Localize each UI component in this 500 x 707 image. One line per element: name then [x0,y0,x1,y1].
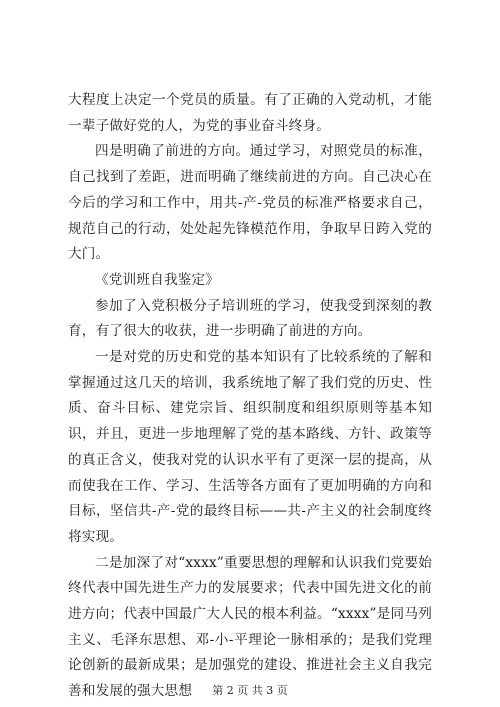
paragraph-5: 二是加深了对“xxxx”重要思想的理解和认识我们党要始终代表中国先进生产力的发展要求；代表中国先进文化的前进方向；代表中国最广大人民的根本利益。“xxxx”是同马列主义、毛泽东思想、邓-小-平理论一脉相承的；是我们党理论创新的最新成果；是加强党的建设、推进社会主义自我完善和发展的强大思想 [68,554,432,700]
paragraph-4: 一是对党的历史和党的基本知识有了比较系统的了解和掌握通过这几天的培训，我系统地了解了我们党的历史、性质、奋斗目标、建党宗旨、组织制度和组织原则等基本知识，并且，更进一步地理解了党的基本路线、方针、政策等的真正含义，使我对党的认识水平有了更深一层的提高，从而使我在工作、学习、生活等各方面有了更加明确的方向和目标，坚信共-产-党的最终目标——共-产主义的社会制度终将实现。 [68,349,432,545]
paragraph-1: 大程度上决定一个党员的质量。有了正确的入党动机，才能一辈子做好党的人，为党的事业奋斗终身。 [68,92,432,134]
page-footer: 第 2 页 共 3 页 [212,684,288,697]
section-title: 《党训班自我鉴定》 [95,271,220,288]
paragraph-3: 参加了入党积极分子培训班的学习，使我受到深刻的教育，有了很大的收获，进一步明确了前进的方向。 [68,297,432,340]
paragraph-2: 四是明确了前进的方向。通过学习，对照党员的标准，自己找到了差距，进而明确了继续前进的方向。自己决心在今后的学习和工作中，用共-产-党员的标准严格要求自己，规范自己的行动，处处起先锋模范作用，争取早日跨入党的大门。 [68,143,432,263]
document-body [68,88,432,705]
